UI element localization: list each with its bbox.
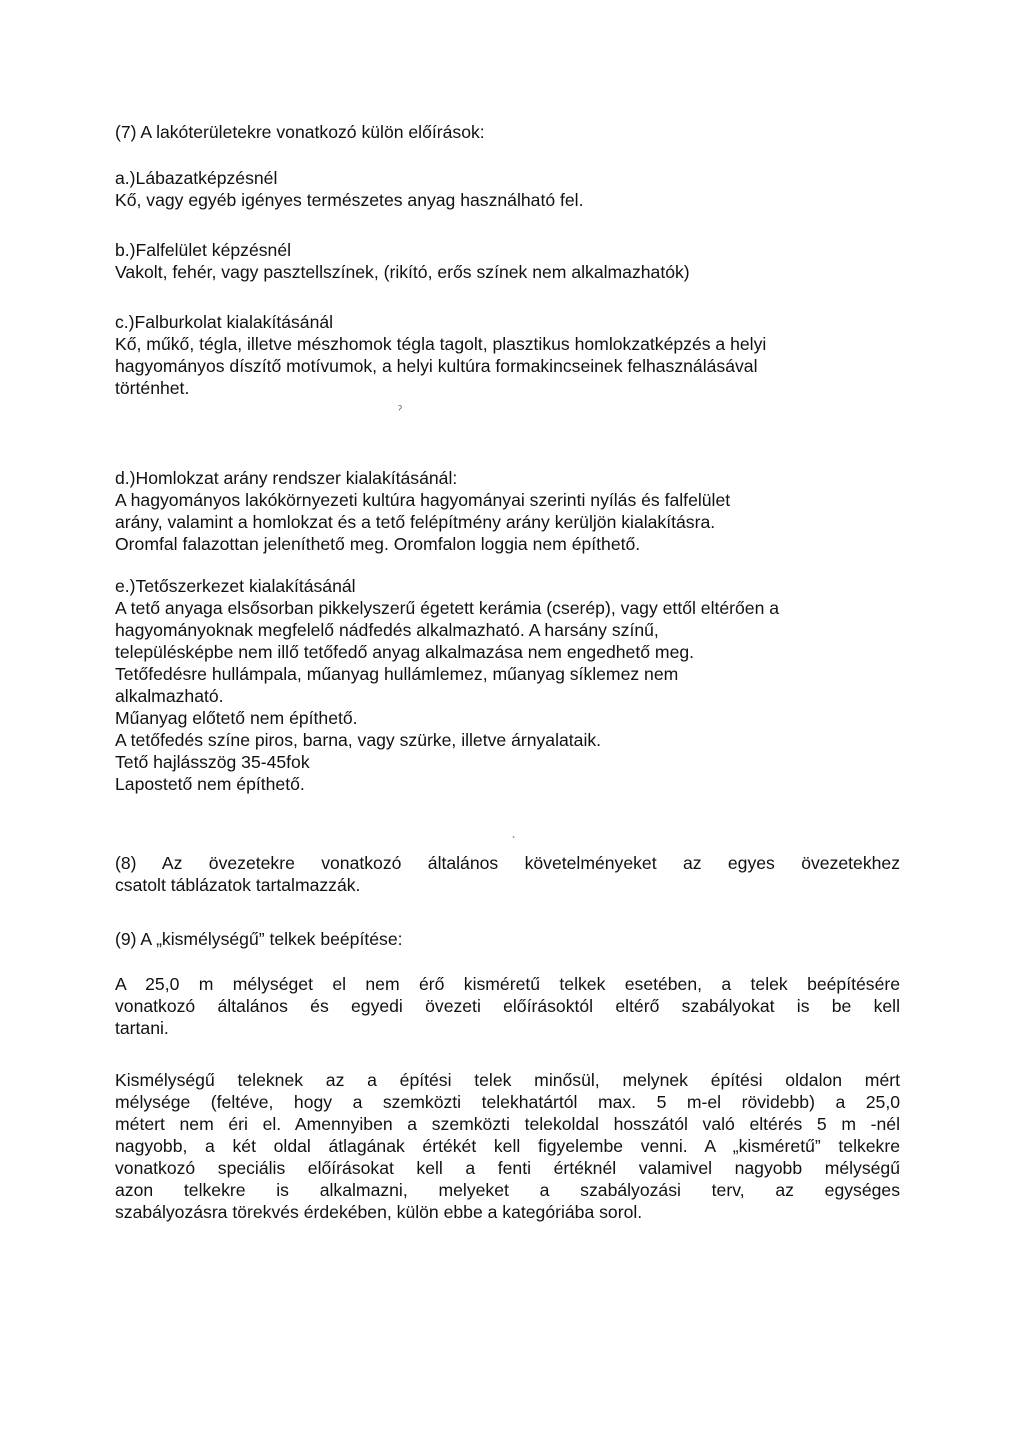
subsection-c (115, 311, 900, 399)
subsection-e-line: Műanyag előtető nem építhető. (115, 708, 358, 728)
subsection-a (115, 167, 900, 211)
subsection-d (115, 467, 900, 555)
paragraph-line: nagyobb, a két oldal átlagának értékét kell figyelembe venni. A „kisméretű” telkekre (115, 1136, 900, 1156)
subsection-b-title: b.)Falfelület képzésnél (115, 240, 292, 260)
subsection-e-line: alkalmazható. (115, 686, 224, 706)
scan-speck: ˎ (512, 827, 516, 839)
subsection-b-line: Vakolt, fehér, vagy pasztellszínek, (rikító, erős színek nem alkalmazhatók) (115, 262, 690, 282)
subsection-b (115, 239, 900, 283)
subsection-d-line: Oromfal falazottan jeleníthető meg. Oromfalon loggia nem építhető. (115, 534, 641, 554)
paragraph-line: szabályozásra törekvés érdekében, külön ebbe a kategóriába sorol. (115, 1202, 643, 1222)
subsection-e-line: A tető anyaga elsősorban pikkelyszerű égetett kerámia (cserép), vagy ettől eltérően a (115, 598, 780, 618)
section-8-line: csatolt táblázatok tartalmazzák. (115, 875, 361, 895)
subsection-e (115, 575, 900, 795)
subsection-c-title: c.)Falburkolat kialakításánál (115, 312, 334, 332)
subsection-d-line: A hagyományos lakókörnyezeti kultúra hagyományai szerinti nyílás és falfelület (115, 490, 731, 510)
section-8-line: (8) Az övezetekre vonatkozó általános követelményeket az egyes övezetekhez (115, 853, 900, 873)
subsection-d-line: arány, valamint a homlokzat és a tető felépítmény arány kerüljön kialakításra. (115, 512, 716, 532)
heading-text: (9) A „kismélységű” telkek beépítése: (115, 929, 403, 949)
section-7-heading (115, 121, 900, 143)
paragraph-line: tartani. (115, 1018, 169, 1038)
subsection-e-line: Tetőfedésre hullámpala, műanyag hullámlemez, műanyag síklemez nem (115, 664, 679, 684)
section-9-paragraph-2 (115, 1069, 900, 1223)
subsection-e-line: hagyományoknak megfelelő nádfedés alkalmazható. A harsány színű, (115, 620, 659, 640)
paragraph-line: vonatkozó általános és egyedi övezeti előírásoktól eltérő szabályokat is be kell (115, 996, 900, 1016)
subsection-a-line: Kő, vagy egyéb igényes természetes anyag használható fel. (115, 190, 584, 210)
subsection-e-line: Tető hajlásszög 35-45fok (115, 752, 310, 772)
scan-speck: ˀ (398, 404, 402, 416)
heading-text: (7) A lakóterületekre vonatkozó külön előírások: (115, 122, 485, 142)
subsection-e-line: településképbe nem illő tetőfedő anyag alkalmazása nem engedhető meg. (115, 642, 695, 662)
section-8 (115, 852, 900, 896)
paragraph-line: Kismélységű teleknek az a építési telek minősül, melynek építési oldalon mért (115, 1070, 900, 1090)
subsection-e-title: e.)Tetőszerkezet kialakításánál (115, 576, 356, 596)
subsection-e-line: Lapostető nem építhető. (115, 774, 305, 794)
subsection-c-line: Kő, műkő, tégla, illetve mészhomok tégla tagolt, plasztikus homlokzatképzés a helyi (115, 334, 767, 354)
subsection-e-line: A tetőfedés színe piros, barna, vagy szürke, illetve árnyalataik. (115, 730, 602, 750)
paragraph-line: azon telkekre is alkalmazni, melyeket a szabályozási terv, az egységes (115, 1180, 900, 1200)
subsection-a-title: a.)Lábazatképzésnél (115, 168, 278, 188)
paragraph-line: vonatkozó speciális előírásokat kell a fenti értéknél valamivel nagyobb mélységű (115, 1158, 900, 1178)
paragraph-line: A 25,0 m mélységet el nem érő kisméretű telkek esetében, a telek beépítésére (115, 974, 900, 994)
subsection-c-line: történhet. (115, 378, 190, 398)
subsection-d-title: d.)Homlokzat arány rendszer kialakításánál: (115, 468, 458, 488)
subsection-c-line: hagyományos díszítő motívumok, a helyi kultúra formakincseinek felhasználásával (115, 356, 758, 376)
section-9-heading (115, 928, 900, 950)
paragraph-line: métert nem éri el. Amennyiben a szemközti telekoldal hosszától való eltérés 5 m -nél (115, 1114, 900, 1134)
section-9-paragraph-1 (115, 973, 900, 1039)
paragraph-line: mélysége (feltéve, hogy a szemközti telekhatártól max. 5 m-el rövidebb) a 25,0 (115, 1092, 900, 1112)
